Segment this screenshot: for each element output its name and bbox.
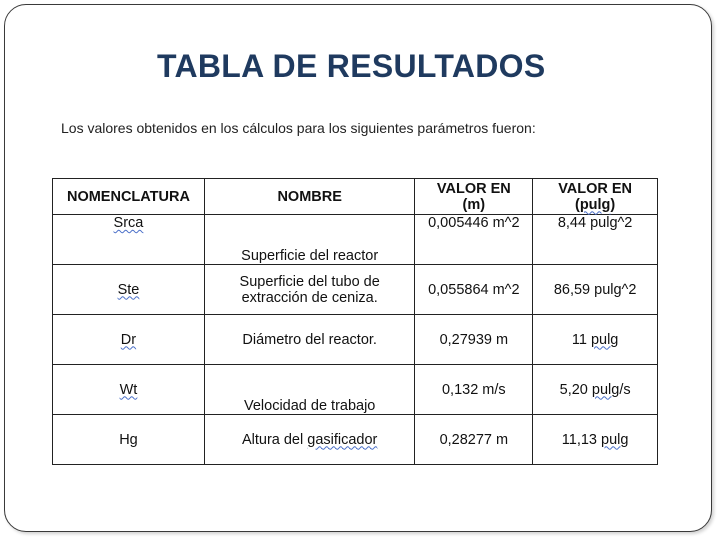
row-symbol: Dr	[120, 331, 137, 348]
header-valor-m-line1: VALOR EN	[436, 180, 511, 197]
table-row	[53, 415, 658, 465]
slide-title: TABLA DE RESULTADOS	[157, 48, 546, 84]
row-value-pulg: 11,13 pulg	[533, 415, 658, 465]
row-name: Diámetro del reactor.	[204, 315, 415, 365]
row-value-pulg: 8,44 pulg^2	[533, 215, 658, 265]
row-value-m: 0,132 m/s	[415, 365, 533, 415]
table-header-row	[53, 179, 658, 215]
row-value-m: 0,005446 m^2	[415, 215, 533, 265]
row-value-pulg: 86,59 pulg^2	[533, 265, 658, 315]
row-name: Velocidad de trabajo	[204, 365, 415, 415]
row-name: Altura del gasificador	[204, 415, 415, 465]
row-symbol: Wt	[119, 381, 138, 398]
row-symbol: Ste	[117, 281, 140, 298]
header-valor-m-line2: (m)	[462, 196, 486, 213]
row-name	[204, 265, 415, 315]
header-valor-m	[415, 179, 533, 215]
row-name-line1: Superficie del tubo de	[239, 273, 380, 290]
row-value-m: 0,055864 m^2	[415, 265, 533, 315]
row-value-m: 0,27939 m	[415, 315, 533, 365]
header-nomenclatura: NOMENCLATURA	[53, 179, 205, 215]
row-value-pulg: 5,20 pulg/s	[533, 365, 658, 415]
results-table	[52, 178, 658, 465]
table-row	[53, 215, 658, 265]
table-row	[53, 315, 658, 365]
intro-text: Los valores obtenidos en los cálculos para los siguientes parámetros fueron:	[61, 120, 536, 136]
header-valor-pulg-line1: VALOR EN	[558, 180, 633, 197]
row-value-m: 0,28277 m	[415, 415, 533, 465]
header-valor-pulg-line2: pulg	[579, 196, 611, 213]
row-symbol: Srca	[113, 215, 144, 231]
row-symbol: Hg	[53, 415, 205, 465]
table-row	[53, 265, 658, 315]
row-value-pulg: 11 pulg	[533, 315, 658, 365]
header-nombre: NOMBRE	[204, 179, 415, 215]
row-name-line2: extracción de ceniza.	[241, 289, 378, 306]
row-name: Superficie del reactor	[204, 215, 415, 265]
table-row	[53, 365, 658, 415]
header-valor-pulg: VALOR EN (pulg)	[533, 179, 658, 215]
